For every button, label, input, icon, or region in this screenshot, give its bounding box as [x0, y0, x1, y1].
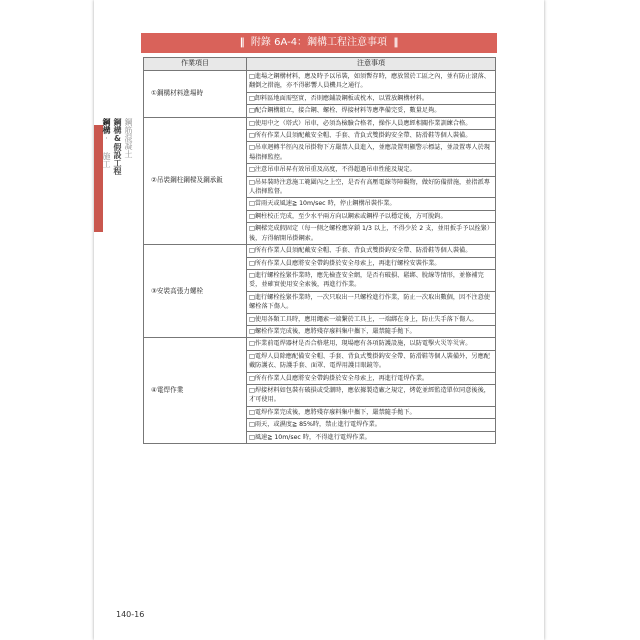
header-precautions: 注意事項 — [247, 58, 496, 71]
precaution-item: □進場之鋼構材料，應及時予以吊裝，如須暫存時，應放置於工區之內，並有防止滾落、翻倒之措施，亦不得影響人員機具之通行。 — [247, 71, 496, 93]
chapter-main-label: 鋼構&假設工程 — [113, 118, 122, 175]
precaution-item: □電焊作業完成後，應將殘存廢料集中攜下，嚴禁隨手拋下。 — [247, 406, 496, 418]
chapter-side-label — [104, 118, 134, 258]
precaution-item: □配合鋼構組立，接合鋼、螺栓、焊接材料等應準備完妥，數量足夠。 — [247, 105, 496, 117]
page-number: 140-16 — [116, 610, 145, 619]
precaution-item: □進行螺栓拴緊作業時，應先檢查安全網，是否有破損、鬆綁、脫線等情形，並修補完妥，並確實使用安全索後，再進行作業。 — [247, 269, 496, 291]
table-row — [144, 71, 496, 93]
precaution-item: □雨天，或濕度≧ 85%時，禁止進行電焊作業。 — [247, 419, 496, 431]
category-cell: ①鋼構材料進場時 — [144, 71, 247, 118]
table-row — [144, 245, 496, 257]
precautions-table — [143, 57, 496, 444]
precaution-item: □使用各類工具時，應用繩索一端繫於工具上，一端綁在身上，防止失手落下傷人。 — [247, 313, 496, 325]
appendix-title: 附錄 6A-4：鋼構工程注意事項 — [250, 37, 388, 48]
precaution-item: □進行螺栓拴緊作業時，一次只取出一只螺栓進行作業，防止一次取出數個，因不注意使螺栓落下傷人。 — [247, 291, 496, 313]
section-sub-label: ‧ 施工 — [102, 134, 111, 168]
precaution-item: □卸料區地面需堅實，否則應鋪設鋼板或枕木，以置放鋼構材料。 — [247, 92, 496, 104]
precaution-item: □螺栓作業完成後，應將殘存廢料集中攜下，嚴禁隨手拋下。 — [247, 325, 496, 337]
title-left-bars: ‖ — [239, 37, 245, 48]
table-row — [144, 117, 496, 129]
chapter-sub-label: 鋼筋混凝土 — [124, 118, 133, 158]
precaution-item: □注意吊車吊昇有效吊重及高度，不得超過吊車性能及規定。 — [247, 164, 496, 176]
precaution-item: □鋼樑完成假固定（每一側之螺栓應穿鎖 1/3 以上，不得少於 2 支，並用扳手予以拴緊）後，方得解開吊掛鋼索。 — [247, 223, 496, 245]
table-row — [144, 338, 496, 350]
precaution-item: □當雨天或風速≧ 10m/sec 時，停止鋼構吊裝作業。 — [247, 198, 496, 210]
precaution-item: □吊昇裝時注意施工範圍內之上空，是否有高壓電線等障礙物，做好防備措施，並指派專人指揮監督。 — [247, 176, 496, 198]
precaution-item: □吊車迴轉半徑內及吊掛物下方嚴禁人員進入，並應設置明顯警示標誌，並設置專人於現場指揮監控。 — [247, 142, 496, 164]
precaution-item: □所有作業人員須配戴安全帽、手套、背負式雙掛鈎安全帶、防滑鞋等個人裝備。 — [247, 130, 496, 142]
precaution-item: □焊接材料如包裝有破損或受潮時，應依據製造廠之規定，烤乾並經監造單位同意後後，才可使用。 — [247, 384, 496, 406]
header-work-item: 作業項目 — [144, 58, 247, 71]
precaution-item: □電焊人員除應配備安全帽、手套、背負式雙掛鈎安全帶、防滑鞋等個人裝備外，另應配戴防護衣、防護手套、面罩、電焊用護目眼鏡等。 — [247, 350, 496, 372]
title-right-bars: ‖ — [393, 37, 399, 48]
category-cell: ③安裝高張力螺栓 — [144, 245, 247, 338]
precaution-item: □所有作業人員應將安全帶鈎掛於安全母索上，再進行螺栓安裝作業。 — [247, 257, 496, 269]
precaution-item: □作業前電焊器材是否合格堪用，現場應有各項防護設施，以防電擊火災等災害。 — [247, 338, 496, 350]
category-cell: ②吊裝鋼柱鋼樑及鋼承鈑 — [144, 117, 247, 244]
precaution-item: □使用中之（塔式）吊車，必須為檢驗合格者，操作人員應經相關作業訓練合格。 — [247, 117, 496, 129]
appendix-title-bar — [141, 33, 497, 53]
precaution-item: □鋼柱校正完成，至少水平兩方向以鋼索或鋼桿予以穩定後，方可脫鈎。 — [247, 210, 496, 222]
table-header-row — [144, 58, 496, 71]
precaution-item: □所有作業人員應將安全帶鈎掛於安全母索上，再進行電焊作業。 — [247, 372, 496, 384]
book-page — [94, 0, 544, 640]
category-cell: ④電焊作業 — [144, 338, 247, 444]
section-main-label: 鋼構 — [102, 118, 111, 134]
precaution-item: □風速≧ 10m/sec 時，不得進行電焊作業。 — [247, 431, 496, 443]
precaution-item: □所有作業人員須配戴安全帽、手套、背負式雙掛鈎安全帶、防滑鞋等個人裝備。 — [247, 245, 496, 257]
